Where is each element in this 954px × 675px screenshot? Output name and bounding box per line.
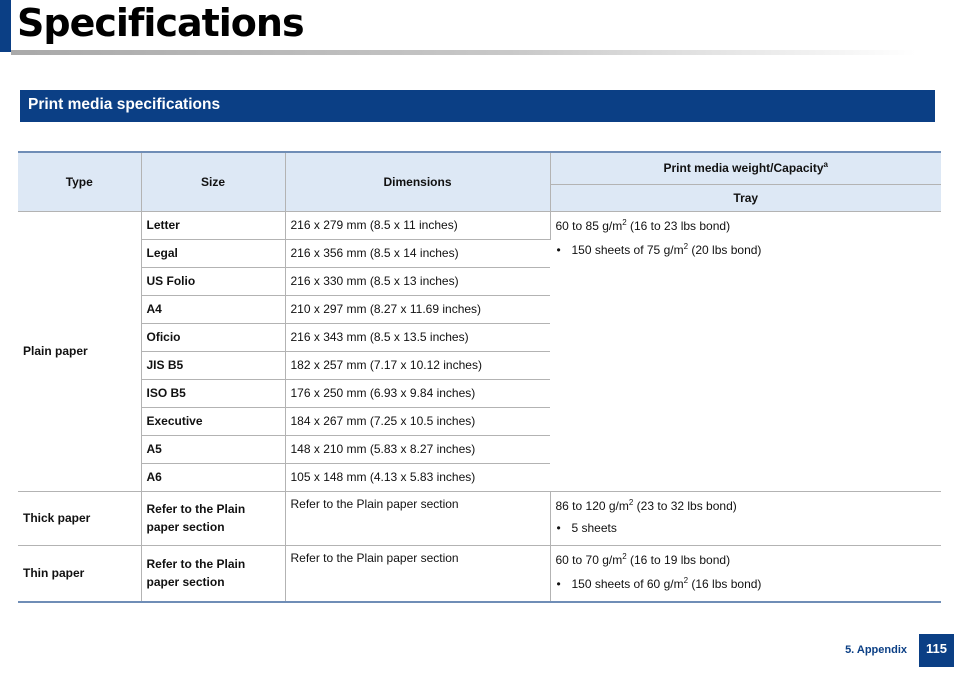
header-tray: Tray <box>550 184 941 211</box>
dimensions-cell: 210 x 297 mm (8.27 x 11.69 inches) <box>285 295 550 323</box>
dimensions-cell: Refer to the Plain paper section <box>285 545 550 602</box>
print-media-spec-table <box>18 151 941 603</box>
dimensions-cell: 216 x 330 mm (8.5 x 13 inches) <box>285 267 550 295</box>
page-number: 115 <box>926 641 947 656</box>
type-cell-thin: Thin paper <box>18 545 141 602</box>
footer-chapter: 5. Appendix <box>845 644 907 656</box>
size-cell: A5 <box>141 435 285 463</box>
table-row <box>18 545 941 602</box>
dimensions-cell: 184 x 267 mm (7.25 x 10.5 inches) <box>285 407 550 435</box>
section-title: Print media specifications <box>28 96 221 113</box>
size-cell: Refer to the Plain paper section <box>141 491 285 545</box>
header-dimensions: Dimensions <box>285 152 550 211</box>
size-cell: US Folio <box>141 267 285 295</box>
table-row <box>18 491 941 545</box>
size-cell: Executive <box>141 407 285 435</box>
dimensions-cell: Refer to the Plain paper section <box>285 491 550 545</box>
weight-cell-plain <box>550 211 941 491</box>
weight-text: 86 to 120 $g/m^2$ (23 to 32 lbs bond) <box>555 497 737 513</box>
dimensions-cell: 216 x 279 mm (8.5 x 11 inches) <box>285 211 550 239</box>
size-cell: Legal <box>141 239 285 267</box>
dimensions-cell: 216 x 343 mm (8.5 x 13.5 inches) <box>285 323 550 351</box>
type-cell-thick: Thick paper <box>18 491 141 545</box>
page-number-badge <box>919 634 954 667</box>
title-accent-bar <box>0 0 11 52</box>
weight-cell-thick <box>550 491 941 545</box>
header-size: Size <box>141 152 285 211</box>
size-cell: A6 <box>141 463 285 491</box>
section-header <box>20 90 935 122</box>
size-cell: Oficio <box>141 323 285 351</box>
dimensions-cell: 105 x 148 mm (4.13 x 5.83 inches) <box>285 463 550 491</box>
header-weight-capacity: Print media weight/Capacity$^a$ <box>550 152 941 184</box>
weight-text: 60 to 85 $g/m^2$ (16 to 23 lbs bond) <box>555 217 731 233</box>
table-row <box>18 211 941 239</box>
capacity-bullet: • 150 sheets of 60 $g/m^2$ (16 lbs bond) <box>556 575 762 591</box>
size-cell: A4 <box>141 295 285 323</box>
weight-cell-thin <box>550 545 941 602</box>
page-title: Specifications <box>17 1 304 45</box>
dimensions-cell: 148 x 210 mm (5.83 x 8.27 inches) <box>285 435 550 463</box>
dimensions-cell: 176 x 250 mm (6.93 x 9.84 inches) <box>285 379 550 407</box>
weight-text: 60 to 70 $g/m^2$ (16 to 19 lbs bond) <box>555 551 731 567</box>
dimensions-cell: 182 x 257 mm (7.17 x 10.12 inches) <box>285 351 550 379</box>
size-cell: Letter <box>141 211 285 239</box>
size-cell: JIS B5 <box>141 351 285 379</box>
size-cell: Refer to the Plain paper section <box>141 545 285 602</box>
header-type: Type <box>18 152 141 211</box>
type-cell-plain: Plain paper <box>18 211 141 491</box>
capacity-bullet: • 5 sheets <box>556 520 617 535</box>
capacity-bullet: • 150 sheets of 75 $g/m^2$ (20 lbs bond) <box>556 241 762 257</box>
title-underline <box>11 50 916 55</box>
dimensions-cell: 216 x 356 mm (8.5 x 14 inches) <box>285 239 550 267</box>
footnote-marker: a <box>823 160 828 170</box>
size-cell: ISO B5 <box>141 379 285 407</box>
